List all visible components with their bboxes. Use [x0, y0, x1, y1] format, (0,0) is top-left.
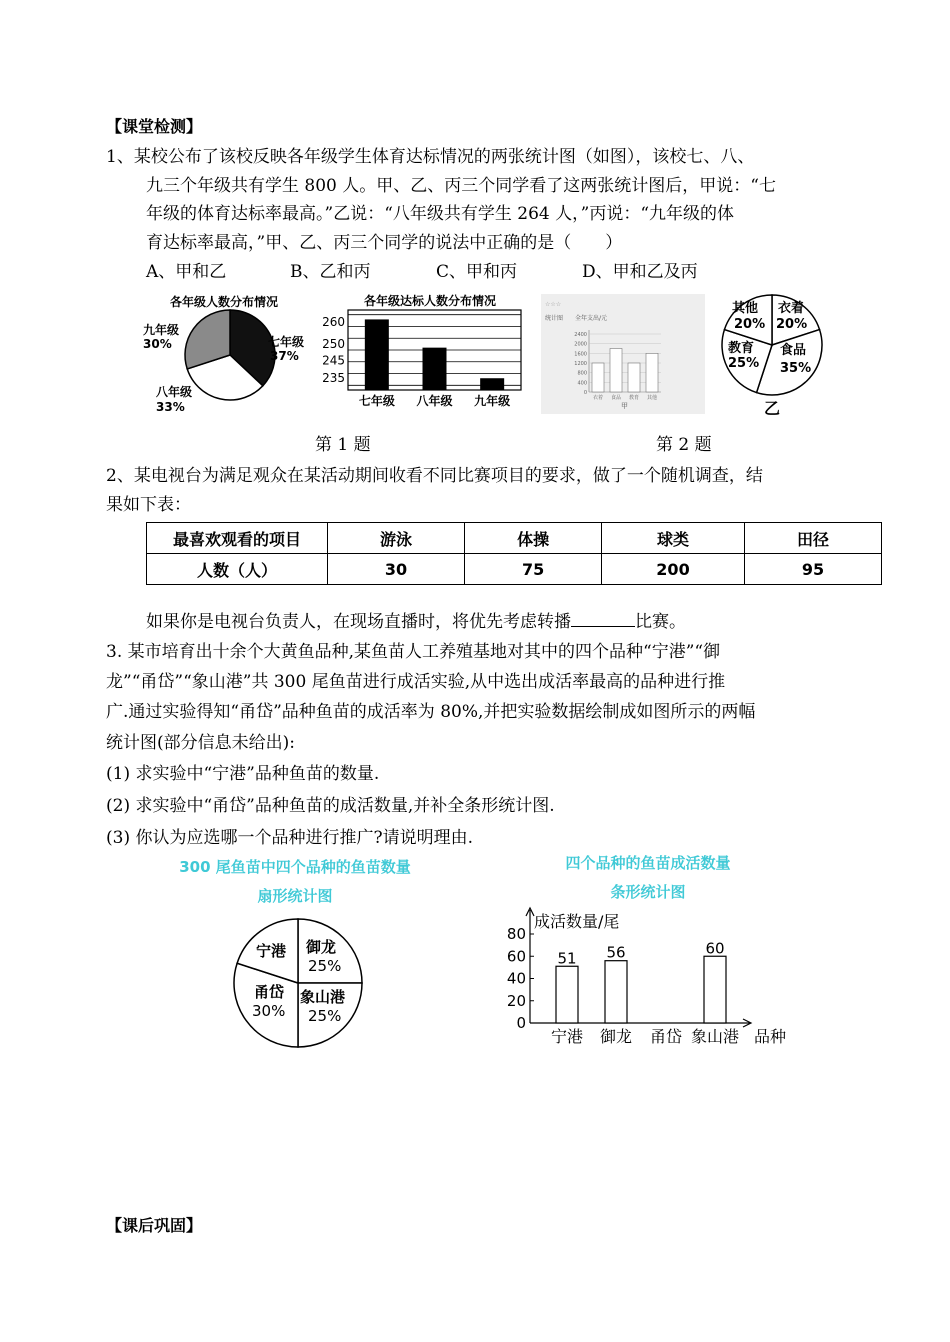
grade-pie-label-7: 七年级 — [268, 335, 305, 349]
grade-distribution-pie-chart — [140, 290, 320, 420]
expense-pie-caption: 乙 — [764, 399, 781, 418]
qualified-ytick-label: 250 — [322, 337, 345, 352]
qualified-ytick-label: 235 — [322, 371, 345, 386]
table-cell: 95 — [744, 554, 881, 585]
section-heading-classroom-check: 【课堂检测】 — [106, 117, 203, 136]
answer-blank[interactable] — [571, 608, 635, 627]
expense-pie-value-education: 25% — [728, 356, 760, 371]
expense-ytick-label: 0 — [583, 390, 587, 396]
expense-side-label: 统计图 — [545, 315, 564, 322]
expense-pie-label-food: 食品 — [780, 343, 807, 358]
expense-xtick-label: 其他 — [646, 395, 658, 401]
expense-title: 全年支出/元 — [575, 315, 608, 322]
expense-bar — [592, 363, 604, 392]
fish-bar-xlabel: 品种 — [754, 1027, 787, 1046]
table-cell: 200 — [602, 554, 745, 585]
expense-bar-chart — [541, 294, 705, 414]
expense-pie-value-food: 35% — [780, 361, 812, 376]
fish-bar-title: 四个品种的鱼苗成活数量 — [565, 854, 731, 872]
expense-xtick-label: 教育 — [628, 395, 640, 401]
fish-bar-subtitle: 条形统计图 — [610, 883, 686, 901]
fish-bar-ylabel: 成活数量/尾 — [534, 912, 620, 931]
expense-pie-label-education: 教育 — [728, 341, 755, 356]
fish-bar — [605, 961, 627, 1023]
expense-ytick-label: 800 — [577, 370, 587, 377]
qualified-bar — [480, 378, 504, 390]
expense-bar — [628, 363, 640, 392]
expense-pie-value-clothing: 20% — [776, 317, 808, 332]
fish-bar — [556, 966, 578, 1023]
expense-bar — [610, 349, 622, 393]
fish-bar-xtick-label: 象山港 — [690, 1027, 740, 1046]
q1-line-1: 1、某校公布了该校反映各年级学生体育达标情况的两张统计图（如图），该校七、八、 — [106, 147, 755, 167]
qualified-xtick-label: 八年级 — [416, 394, 453, 408]
grade-pie-label-8: 八年级 — [156, 385, 193, 399]
fish-pie-value-yulong: 25% — [308, 957, 342, 975]
qualified-bar — [365, 319, 389, 390]
fish-bar-xtick-label: 宁港 — [550, 1027, 584, 1046]
table-header-cell: 田径 — [744, 523, 881, 554]
table-cell: 30 — [328, 554, 465, 585]
fish-pie-value-yongdai: 30% — [252, 1002, 286, 1020]
grade-pie-value-7: 37% — [270, 349, 299, 363]
fish-bar-ytick-label: 20 — [506, 991, 526, 1010]
fish-bar — [704, 956, 726, 1023]
expense-pie-value-other: 20% — [734, 317, 766, 332]
expense-xtick-label: 衣着 — [592, 395, 604, 401]
qualified-ytick-label: 245 — [322, 353, 345, 368]
section-heading-after-class: 【课后巩固】 — [106, 1216, 203, 1235]
q1-option-d: D、甲和乙及丙 — [582, 262, 698, 282]
table-header-cell: 最喜欢观看的项目 — [147, 523, 328, 554]
fish-bar-ytick-label: 40 — [506, 969, 526, 988]
qualified-bar-title: 各年级达标人数分布情况 — [364, 294, 497, 308]
fish-pie-subtitle: 扇形统计图 — [257, 887, 333, 905]
fish-bar-value-label: 60 — [705, 939, 725, 958]
expense-pie-chart — [712, 290, 832, 420]
expense-bar — [646, 353, 658, 392]
fish-pie-title: 300 尾鱼苗中四个品种的鱼苗数量 — [179, 858, 411, 876]
q3-sub-3: (3) 你认为应选哪一个品种进行推广?请说明理由. — [106, 828, 474, 848]
q3-line-4: 统计图(部分信息未给出): — [106, 733, 295, 753]
expense-pie-label-clothing: 衣着 — [778, 301, 805, 316]
q2-answer-suffix: 比赛。 — [635, 612, 686, 632]
fish-pie-label-xiangshangang: 象山港 — [300, 988, 346, 1006]
q1-line-2: 九三个年级共有学生 800 人。甲、乙、丙三个同学看了这两张统计图后，甲说：“七 — [146, 176, 776, 196]
expense-xtick-label: 食品 — [610, 395, 622, 401]
table-header-cell: 游泳 — [328, 523, 465, 554]
qualified-ytick-label: 260 — [322, 314, 345, 329]
q1-line-3: 年级的体育达标率最高。”乙说：“八年级共有学生 264 人，”丙说：“九年级的体 — [146, 204, 735, 224]
table-row — [147, 523, 882, 554]
table-header-cell: 体操 — [465, 523, 602, 554]
qualified-bar-plot — [322, 310, 521, 408]
q2-answer-line — [146, 608, 686, 637]
fish-fry-pie-chart — [150, 852, 460, 1052]
qualified-xtick-label: 七年级 — [358, 394, 395, 408]
fish-bar-value-label: 56 — [606, 943, 626, 962]
fish-bar-xtick-label: 御龙 — [599, 1027, 633, 1046]
table-cell: 75 — [465, 554, 602, 585]
q1-option-c: C、甲和丙 — [436, 262, 518, 282]
expense-pie-label-other: 其他 — [732, 301, 759, 316]
fish-bar-ytick-label: 80 — [506, 925, 526, 943]
expense-ytick-label: 400 — [577, 380, 587, 387]
q1-figure-caption: 第 1 题 — [315, 435, 371, 455]
expense-caption: 甲 — [621, 402, 628, 410]
fish-bar-ytick-label: 0 — [516, 1014, 526, 1032]
fish-survival-bar-chart — [500, 846, 800, 1052]
grade-pie-label-9: 九年级 — [143, 323, 180, 337]
qualified-xtick-label: 九年级 — [474, 394, 511, 408]
fish-pie-value-xiangshangang: 25% — [308, 1007, 342, 1025]
q2-figure-caption: 第 2 题 — [656, 435, 712, 455]
q3-line-1: 3. 某市培育出十余个大黄鱼品种,某鱼苗人工养殖基地对其中的四个品种“宁港”“御 — [106, 642, 721, 662]
grade-pie-title: 各年级人数分布情况 — [170, 295, 279, 309]
q3-line-2: 龙”“甬岱”“象山港”共 300 尾鱼苗进行成活实验,从中选出成活率最高的品种进行推 — [106, 672, 726, 692]
table-cell: 人数（人） — [147, 554, 328, 585]
grade-pie-value-9: 30% — [143, 337, 172, 351]
table-header-cell: 球类 — [602, 523, 745, 554]
fish-pie-label-ninggang: 宁港 — [256, 942, 287, 960]
expense-ytick-label: 1200 — [574, 361, 587, 367]
table-row — [147, 554, 882, 585]
fish-pie-label-yulong: 御龙 — [306, 938, 337, 956]
fish-bar-value-label: 51 — [557, 949, 577, 968]
fish-pie-label-yongdai: 甬岱 — [254, 983, 285, 1001]
fish-bar-ytick-label: 60 — [506, 947, 526, 966]
q1-line-4: 育达标率最高，”甲、乙、丙三个同学的说法中正确的是（ ） — [146, 233, 623, 253]
q2-line-2: 果如下表： — [106, 495, 191, 515]
q1-option-b: B、乙和丙 — [290, 262, 371, 282]
grade-pie-slices — [185, 310, 275, 400]
grade-pie-value-8: 33% — [156, 400, 185, 414]
q1-option-a: A、甲和乙 — [146, 262, 227, 282]
q3-line-3: 广.通过实验得知“甬岱”品种鱼苗的成活率为 80%,并把实验数据绘制成如图所示的两幅 — [106, 702, 756, 722]
expense-ytick-label: 2400 — [574, 332, 587, 338]
qualified-students-bar-chart — [318, 290, 528, 412]
expense-ytick-label: 1600 — [574, 351, 587, 358]
q2-answer-prefix: 如果你是电视台负责人，在现场直播时，将优先考虑转播 — [146, 612, 571, 632]
expense-stars-icon: ☆☆☆ — [545, 301, 562, 308]
survey-table — [146, 522, 882, 585]
fish-bar-xtick-label: 甬岱 — [649, 1027, 683, 1046]
qualified-bar — [423, 348, 447, 390]
q3-sub-1: (1) 求实验中“宁港”品种鱼苗的数量. — [106, 764, 380, 784]
expense-ytick-label: 2000 — [574, 341, 587, 348]
q2-line-1: 2、某电视台为满足观众在某活动期间收看不同比赛项目的要求，做了一个随机调查，结 — [106, 466, 763, 486]
q3-sub-2: (2) 求实验中“甬岱”品种鱼苗的成活数量,并补全条形统计图. — [106, 796, 555, 816]
